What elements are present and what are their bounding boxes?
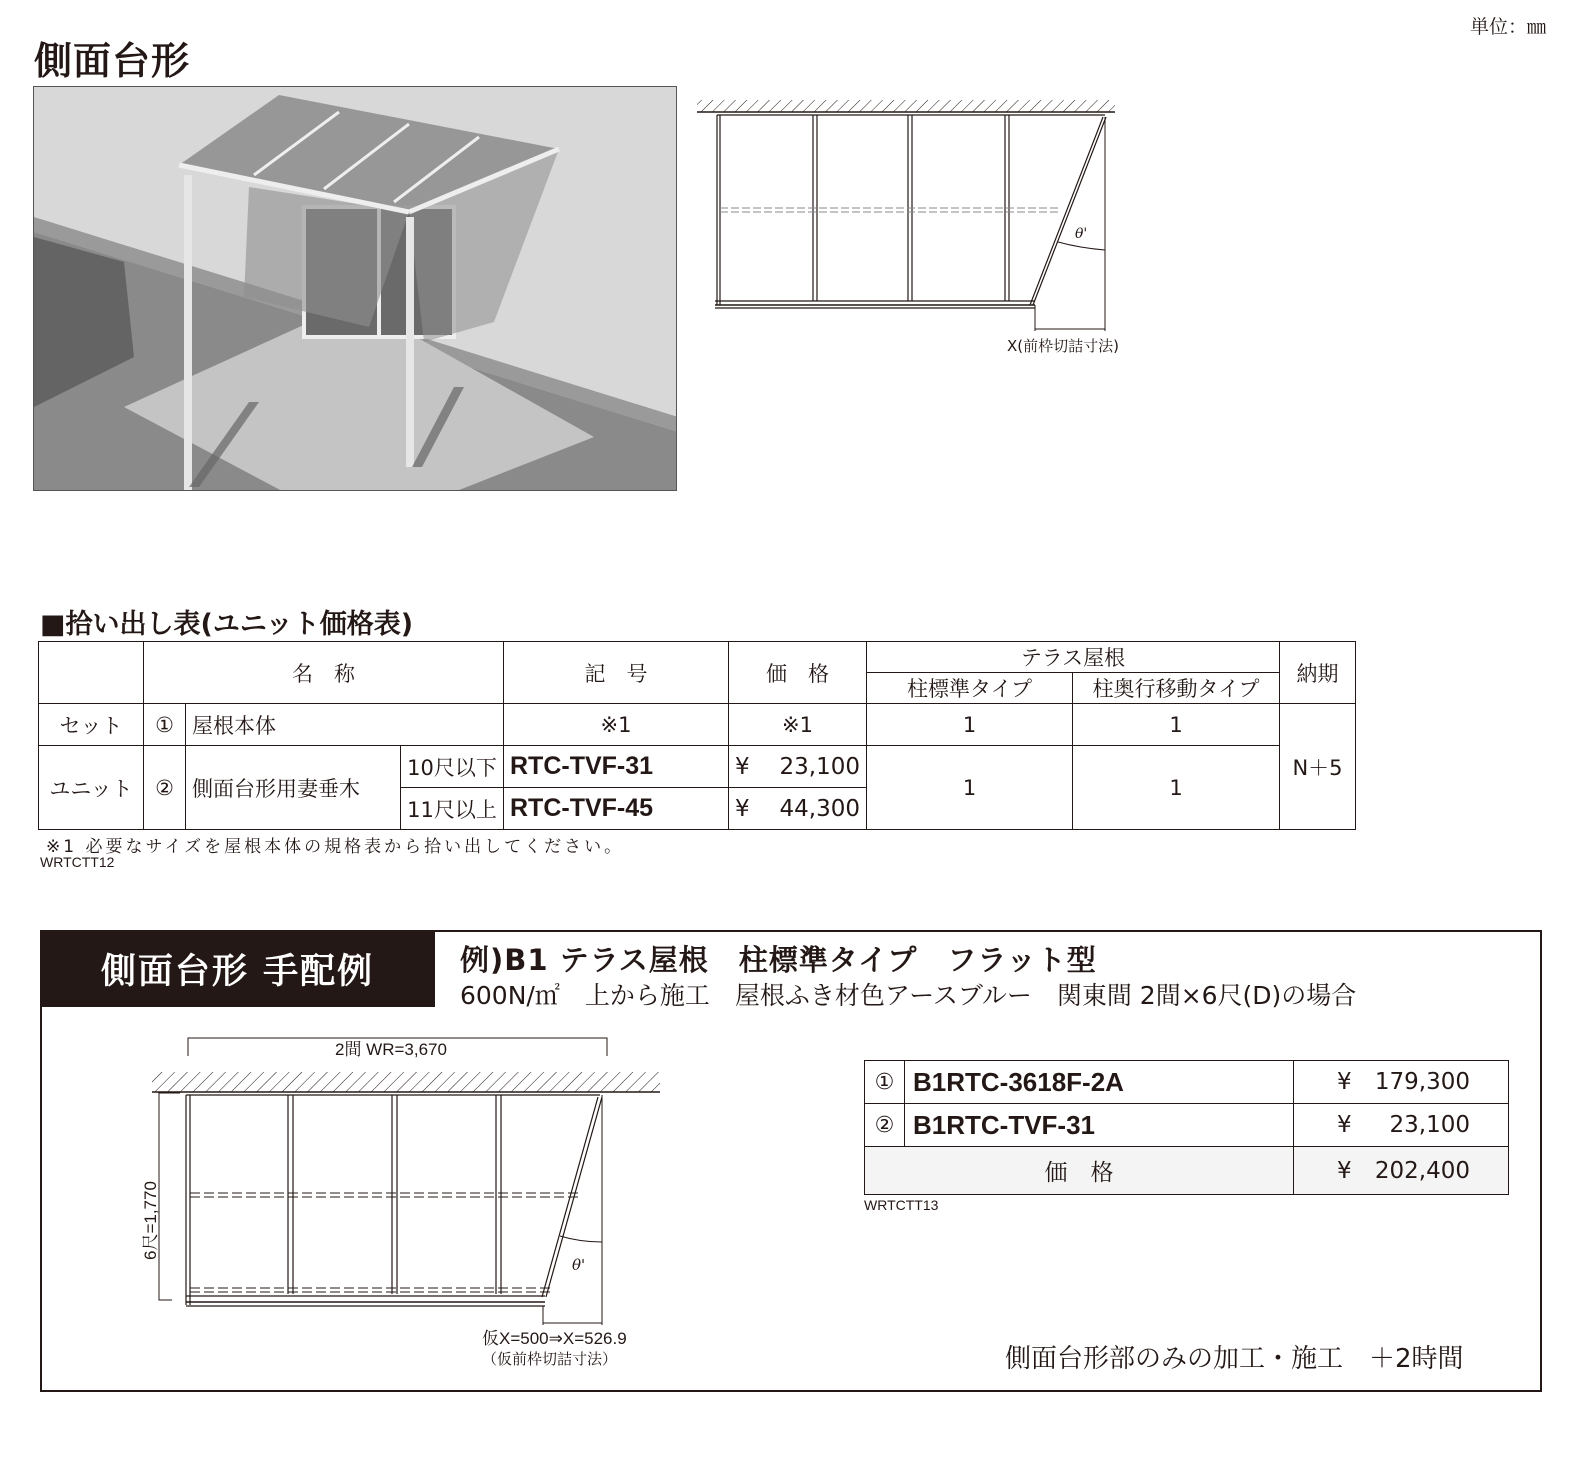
yen-sign: ¥ [1337, 1157, 1352, 1184]
row-price [729, 746, 867, 788]
header-blank [39, 642, 144, 704]
yen-sign: ¥ [735, 753, 750, 780]
example-spec-line2: 600N/㎡ 上から施工 屋根ふき材色アースブルー 関東間 2間×6尺(D)の場合 [460, 981, 1357, 1010]
table-ref-code: WRTCTT12 [40, 854, 115, 870]
unit-label: 単位：㎜ [1470, 16, 1547, 38]
table-row [865, 1104, 1509, 1147]
x-dimension-label: X(前枠切詰寸法) [1007, 337, 1119, 355]
x-dimension-label: 仮X=500⇒X=526.9 [482, 1329, 627, 1348]
order-example-title: 側面台形 手配例 [40, 930, 435, 1007]
row-code: B1RTC-TVF-31 [905, 1104, 1294, 1147]
yen-sign: ¥ [1337, 1069, 1352, 1095]
yen-sign: ¥ [735, 795, 750, 822]
row-category: ユニット [39, 746, 144, 830]
row-name: 屋根本体 [186, 704, 504, 746]
table-row [39, 746, 1356, 788]
row-move: 1 [1073, 704, 1280, 746]
row-size: 11尺以上 [401, 788, 504, 830]
total-label: 価 格 [865, 1147, 1294, 1195]
header-std-type: 柱標準タイプ [867, 673, 1073, 704]
row-price [1294, 1061, 1509, 1104]
row-category: セット [39, 704, 144, 746]
pick-table-heading: ■拾い出し表(ユニット価格表) [40, 609, 414, 640]
depth-dimension-label: 6尺=1,770 [141, 1181, 160, 1260]
row-num: ① [865, 1061, 905, 1104]
row-code: ※1 [504, 704, 729, 746]
row-size: 10尺以下 [401, 746, 504, 788]
table-row [39, 704, 1356, 746]
example-diagram [140, 1030, 660, 1380]
header-lead-time: 納期 [1280, 642, 1356, 704]
row-std: 1 [867, 704, 1073, 746]
angle-label: θ' [1075, 226, 1088, 242]
row-price [1294, 1104, 1509, 1147]
row-num: ① [144, 704, 186, 746]
price-value: 23,100 [779, 753, 860, 780]
total-price [1294, 1147, 1509, 1195]
width-dimension-label: 2間 WR=3,670 [335, 1040, 447, 1059]
unit-price-table [38, 641, 1356, 830]
header-code: 記 号 [504, 642, 729, 704]
total-row [865, 1147, 1509, 1195]
row-move: 1 [1073, 746, 1280, 830]
row-code: B1RTC-3618F-2A [905, 1061, 1294, 1104]
yen-sign: ¥ [1337, 1112, 1352, 1138]
price-value: 23,100 [1389, 1112, 1470, 1138]
table-row [865, 1061, 1509, 1104]
row-name: 側面台形用妻垂木 [186, 746, 401, 830]
example-spec-line1: 例)B1 テラス屋根 柱標準タイプ フラット型 [460, 943, 1097, 977]
x-dimension-sub: （仮前枠切詰寸法） [482, 1350, 618, 1368]
price-value: 179,300 [1374, 1069, 1470, 1095]
processing-time-note: 側面台形部のみの加工・施工 ＋2時間 [1005, 1344, 1464, 1374]
lead-time-value: N＋5 [1280, 704, 1356, 830]
row-code: RTC-TVF-31 [504, 746, 729, 788]
row-std: 1 [867, 746, 1073, 830]
page-title: 側面台形 [34, 39, 191, 83]
price-value: 44,300 [779, 795, 860, 822]
header-name: 名 称 [144, 642, 504, 704]
row-price: ※1 [729, 704, 867, 746]
row-num: ② [865, 1104, 905, 1147]
header-terrace: テラス屋根 [867, 642, 1280, 673]
row-num: ② [144, 746, 186, 830]
row-price [729, 788, 867, 830]
footnote: ※1 必要なサイズを屋根本体の規格表から拾い出してください。 [46, 837, 625, 857]
order-ref-code: WRTCTT13 [864, 1197, 939, 1213]
row-code: RTC-TVF-45 [504, 788, 729, 830]
header-price: 価 格 [729, 642, 867, 704]
order-table [864, 1060, 1509, 1195]
product-photo [33, 86, 677, 491]
angle-label: θ' [572, 1256, 586, 1274]
header-move-type: 柱奥行移動タイプ [1073, 673, 1280, 704]
side-trapezoid-diagram [695, 95, 1135, 365]
total-value: 202,400 [1374, 1157, 1470, 1184]
